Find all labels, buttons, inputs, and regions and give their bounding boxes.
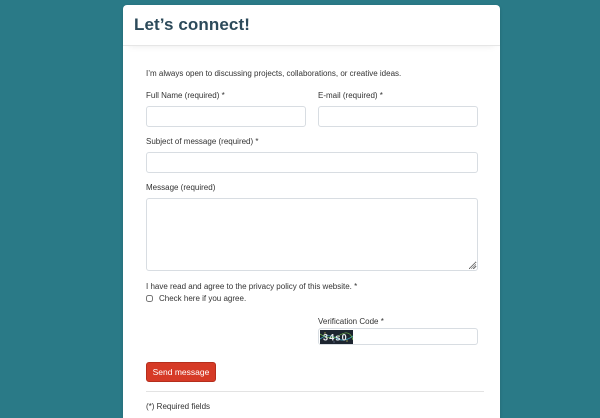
verification-field	[318, 328, 478, 345]
privacy-text: I have read and agree to the privacy policy of this website. *	[146, 282, 358, 291]
required-fields-note: (*) Required fields	[146, 402, 211, 411]
privacy-checkbox[interactable]	[146, 295, 153, 302]
contact-card	[123, 5, 500, 418]
verification-label: Verification Code *	[318, 317, 384, 326]
form-divider	[146, 391, 484, 392]
message-textarea[interactable]	[146, 198, 478, 271]
captcha-text: 34s0	[323, 332, 348, 343]
subject-label: Subject of message (required) *	[146, 137, 259, 146]
intro-text: I’m always open to discussing projects, collaborations, or creative ideas.	[146, 69, 402, 78]
full-name-input[interactable]	[146, 106, 306, 127]
subject-input[interactable]	[146, 152, 478, 173]
captcha-image	[320, 330, 353, 344]
send-message-button[interactable]: Send message	[146, 362, 216, 382]
message-label: Message (required)	[146, 183, 216, 192]
email-input[interactable]	[318, 106, 478, 127]
captcha-noise-icon	[320, 330, 353, 344]
page-title: Let’s connect!	[134, 15, 251, 34]
privacy-checkbox-label[interactable]: Check here if you agree.	[159, 294, 247, 303]
card-header	[123, 5, 500, 46]
email-label: E-mail (required) *	[318, 91, 383, 100]
verification-input[interactable]	[355, 329, 481, 344]
full-name-label: Full Name (required) *	[146, 91, 225, 100]
